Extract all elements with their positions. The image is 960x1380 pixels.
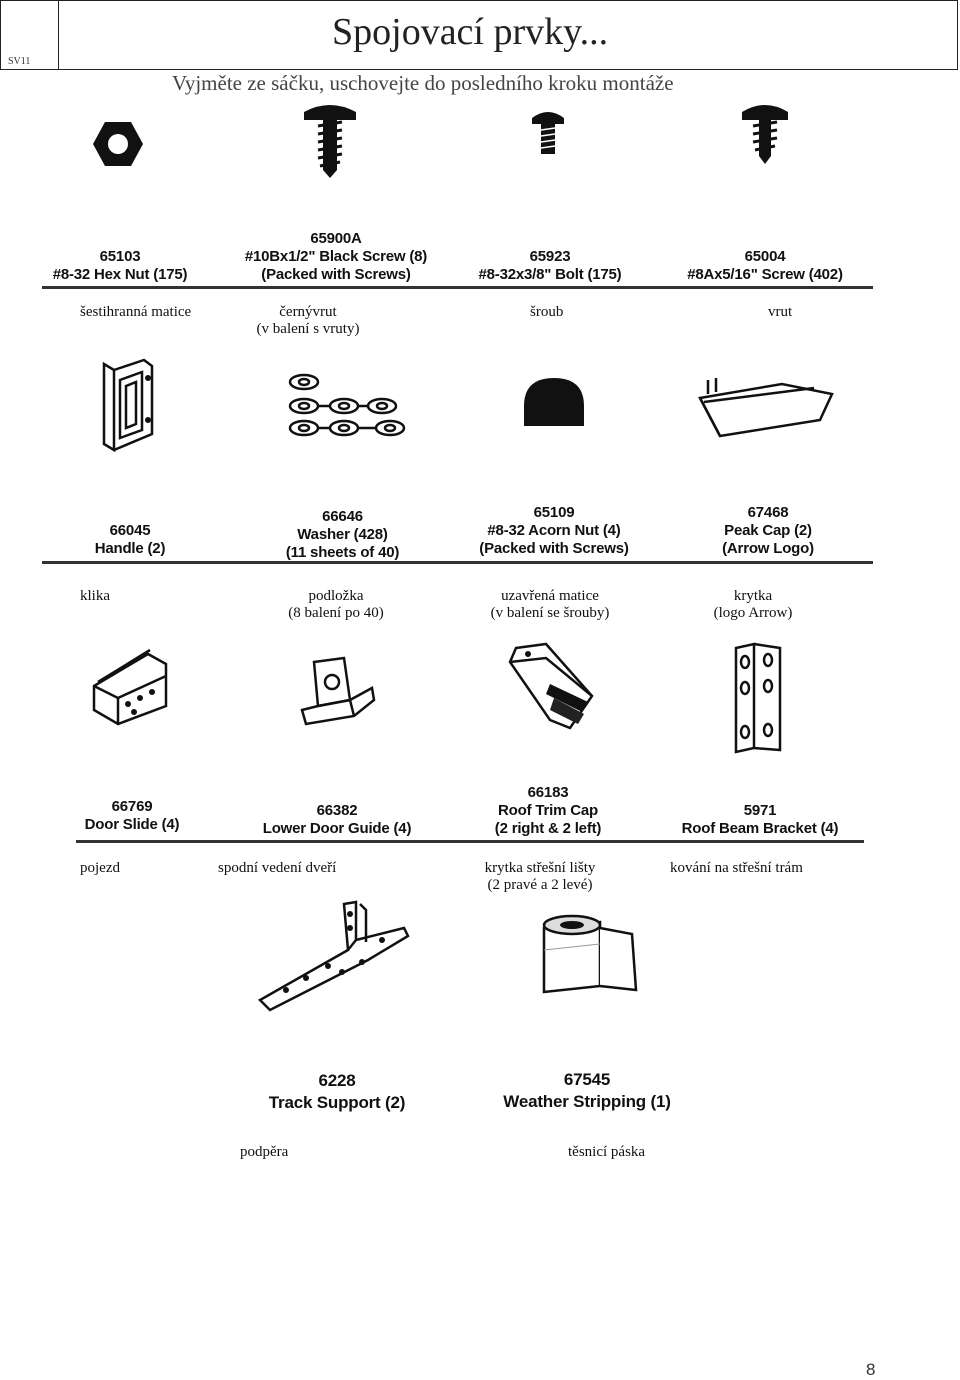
item-cz-label: klika	[80, 588, 110, 604]
item-cz-label: krytka střešní lišty	[484, 860, 596, 876]
item-note: (11 sheets of 40)	[285, 544, 400, 561]
item-code: 66045	[109, 522, 151, 539]
item-spec: Handle (2)	[94, 540, 166, 557]
item-spec: #8-32x3/8" Bolt (175)	[478, 266, 622, 283]
item-cz-group	[470, 860, 610, 894]
section-tag: SV11	[8, 56, 31, 67]
item-cz-label: pojezd	[80, 860, 120, 876]
item-spec: Roof Beam Bracket (4)	[681, 820, 839, 837]
peak-cap-icon	[694, 376, 838, 440]
item-spec: Washer (428)	[297, 526, 388, 543]
black-screw-icon	[302, 102, 358, 178]
item-65109-label	[470, 504, 638, 558]
screw-icon	[740, 102, 790, 164]
bolt-icon	[530, 108, 566, 156]
roof-trim-cap-icon	[506, 640, 598, 732]
item-67545-label	[496, 1069, 678, 1113]
row-divider	[42, 286, 873, 289]
item-code: 6228	[318, 1071, 356, 1090]
item-6228-label	[262, 1070, 412, 1114]
page-number: 8	[866, 1360, 876, 1379]
item-cz-group	[700, 588, 806, 622]
roof-beam-bracket-icon	[732, 640, 784, 756]
item-note: (Arrow Logo)	[722, 540, 814, 557]
hex-nut-icon	[92, 120, 144, 168]
item-65923-label	[470, 248, 630, 284]
item-cz-label: vrut	[768, 304, 793, 320]
item-cz-note: (v balení se šrouby)	[490, 605, 610, 621]
item-65900a-label	[236, 230, 436, 284]
item-spec: Peak Cap (2)	[724, 522, 812, 539]
item-cz-label: uzavřená matice	[501, 588, 599, 604]
item-66646-label	[270, 508, 415, 562]
weather-stripping-icon	[536, 914, 640, 1000]
item-spec: Door Slide (4)	[84, 816, 180, 833]
item-spec: #10Bx1/2" Black Screw (8)	[244, 248, 428, 265]
item-cz-note: (v balení s vruty)	[256, 321, 360, 337]
item-code: 66646	[322, 508, 363, 525]
door-slide-icon	[88, 646, 172, 726]
item-cz-label: krytka	[733, 588, 773, 604]
item-cz-note: (logo Arrow)	[713, 605, 793, 621]
item-cz-group	[276, 588, 396, 622]
item-spec: #8-32 Acorn Nut (4)	[487, 522, 621, 539]
item-67468-label	[708, 504, 828, 558]
item-note: (Packed with Screws)	[261, 266, 411, 283]
acorn-nut-icon	[522, 376, 586, 428]
item-code: 67468	[747, 504, 789, 521]
item-cz-label: spodní vedení dveří	[218, 860, 337, 876]
item-code: 65103	[99, 248, 141, 265]
item-spec: Weather Stripping (1)	[503, 1092, 671, 1111]
item-cz-label: podložka	[308, 588, 364, 604]
item-spec: #8-32 Hex Nut (175)	[52, 266, 188, 283]
item-spec: Track Support (2)	[268, 1093, 406, 1112]
item-cz-label: šroub	[530, 304, 564, 320]
item-65004-label	[680, 248, 850, 284]
item-5971-label	[674, 802, 846, 838]
item-cz-label: těsnicí páska	[568, 1144, 646, 1160]
item-cz-note: (2 pravé a 2 levé)	[487, 877, 593, 893]
item-cz-label: podpěra	[240, 1144, 289, 1160]
item-spec: Roof Trim Cap	[498, 802, 598, 819]
item-code: 66183	[527, 784, 569, 801]
item-spec: #8Ax5/16" Screw (402)	[687, 266, 843, 283]
washer-sheet-icon	[284, 372, 410, 442]
page-subtitle: Vyjměte ze sáčku, uschovejte do posledního kroku montáže	[172, 71, 674, 95]
item-code: 65004	[744, 248, 786, 265]
item-cz-label: kování na střešní trám	[670, 860, 803, 876]
item-66045-label	[70, 522, 190, 558]
item-note: (Packed with Screws)	[479, 540, 629, 557]
row-divider	[42, 561, 873, 564]
item-cz-note: (8 balení po 40)	[288, 605, 384, 621]
lower-door-guide-icon	[298, 656, 376, 726]
header-divider	[58, 0, 59, 70]
item-66769-label	[70, 798, 194, 834]
item-66382-label	[258, 802, 416, 838]
item-code: 65900A	[310, 230, 362, 247]
item-65103-label	[40, 248, 200, 284]
row-divider	[76, 840, 864, 843]
item-cz-group	[470, 588, 630, 622]
item-code: 65923	[529, 248, 571, 265]
page-title: Spojovací prvky...	[332, 11, 609, 53]
item-code: 65109	[533, 504, 575, 521]
track-support-icon	[256, 900, 412, 1016]
item-note: (2 right & 2 left)	[494, 820, 602, 837]
item-code: 66382	[316, 802, 358, 819]
item-code: 67545	[563, 1070, 611, 1089]
item-spec: Lower Door Guide (4)	[262, 820, 412, 837]
item-cz-group	[248, 304, 368, 338]
item-66183-label	[484, 784, 612, 838]
item-code: 66769	[111, 798, 153, 815]
item-cz-label: šestihranná matice	[80, 304, 192, 320]
item-cz-label: černývrut	[279, 304, 337, 320]
item-code: 5971	[743, 802, 777, 819]
handle-icon	[96, 356, 158, 452]
